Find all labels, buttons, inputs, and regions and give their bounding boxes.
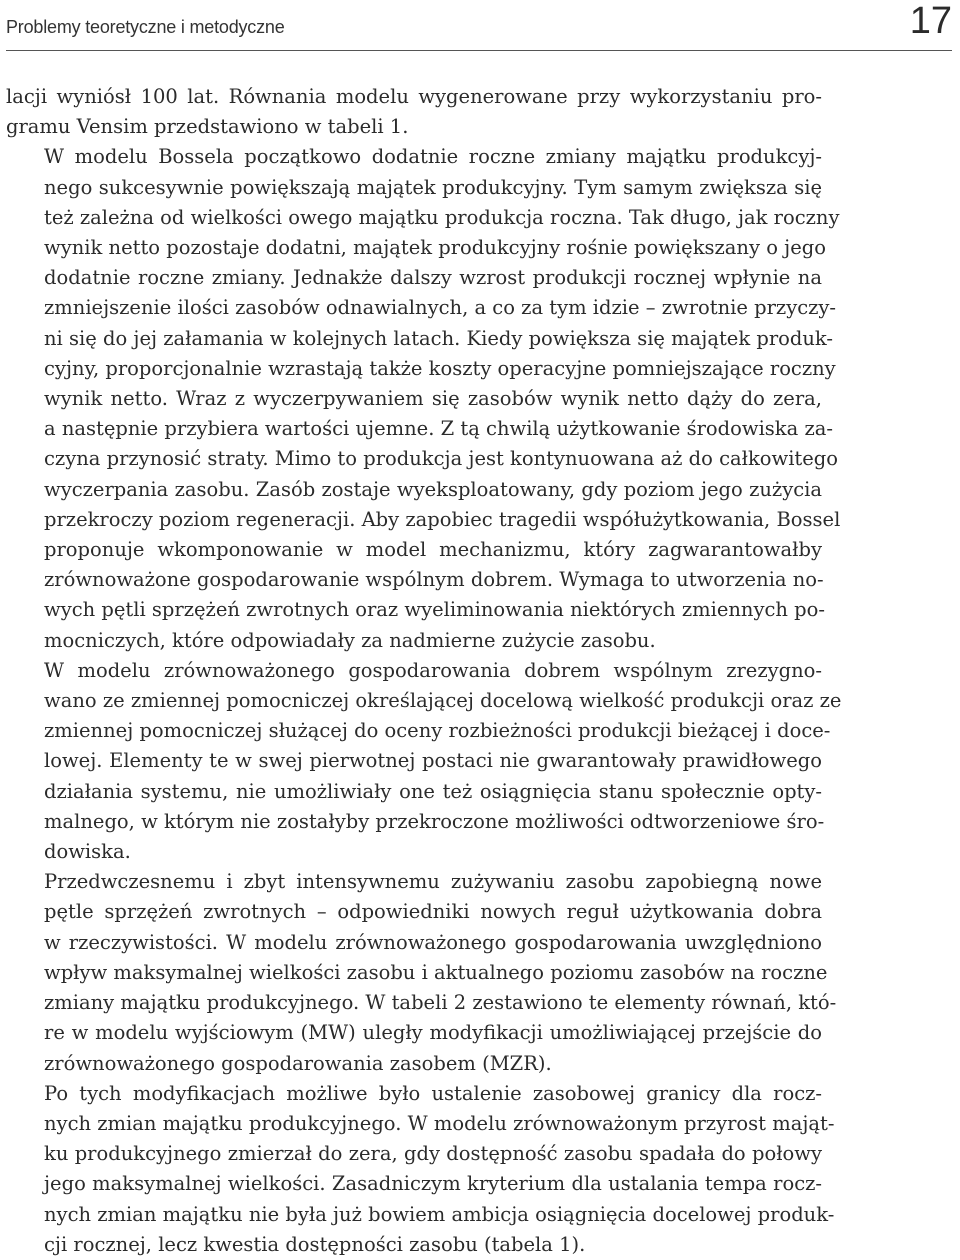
- page-number: 17: [909, 0, 952, 42]
- paragraph: [6, 142, 841, 655]
- text-line: ku produkcyjnego zmierzał do zera, gdy dostępność zasobu spadała do połowy: [44, 1142, 822, 1166]
- text-line: przekroczy poziom regeneracji. Aby zapobiec tragedii współużytkowania, Bossel: [44, 507, 841, 531]
- text-line: Przedwczesnemu i zbyt intensywnemu zużywaniu zasobu zapobiegną nowe: [44, 870, 822, 894]
- paragraph: [6, 867, 837, 1078]
- text-line: czyna przynosić straty. Mimo to produkcja jest kontynuowana aż do całkowitego: [44, 447, 839, 471]
- text-line: a następnie przybiera wartości ujemne. Z tą chwilą użytkowanie środowiska za-: [44, 417, 833, 441]
- text-line: dodatnie roczne zmiany. Jednakże dalszy wzrost produkcji rocznej wpłynie na: [44, 266, 822, 290]
- text-line: dowiska.: [44, 840, 131, 864]
- text-line: proponuje wkomponowanie w model mechanizmu, który zagwarantowałby: [44, 538, 822, 562]
- text-line: zmniejszenie ilości zasobów odnawialnych, a co za tym idzie – zwrotnie przyczy-: [44, 296, 837, 320]
- text-line: cji rocznej, lecz kwestia dostępności zasobu (tabela 1).: [44, 1232, 586, 1256]
- text-line: zmiennej pomocniczej służącej do oceny rozbieżności produkcji bieżącej i doce-: [44, 719, 831, 743]
- text-line: wynik netto pozostaje dodatni, majątek produkcyjny rośnie powiększany o jego: [44, 236, 826, 260]
- text-line: lacji wyniósł 100 lat. Równania modelu wygenerowane przy wykorzystaniu pro-: [6, 85, 822, 108]
- text-line: mocniczych, które odpowiadały za nadmierne zużycie zasobu.: [44, 628, 656, 652]
- text-line: malnego, w którym nie zostałyby przekroczone możliwości odtworzeniowe śro-: [44, 809, 825, 833]
- text-line: Po tych modyfikacjach możliwe było ustalenie zasobowej granicy dla rocz-: [44, 1081, 822, 1105]
- body-text: [6, 82, 842, 1260]
- text-line: lowej. Elementy te w swej pierwotnej postaci nie gwarantowały prawidłowego: [44, 749, 822, 773]
- text-line: wynik netto. Wraz z wyczerpywaniem się zasobów wynik netto dąży do zera,: [44, 387, 822, 411]
- text-line: wych pętli sprzężeń zwrotnych oraz wyeliminowania niektórych zmiennych po-: [44, 598, 825, 622]
- running-title: Problemy teoretyczne i metodyczne: [6, 17, 285, 37]
- text-line: cyjny, proporcjonalnie wzrastają także koszty operacyjne pomniejszające roczny: [44, 356, 836, 380]
- text-line: jego maksymalnej wielkości. Zasadniczym kryterium dla ustalania tempa rocz-: [44, 1172, 822, 1196]
- text-line: zrównoważonego gospodarowania zasobem (MZR).: [44, 1051, 552, 1075]
- text-line: wpływ maksymalnej wielkości zasobu i aktualnego poziomu zasobów na roczne: [44, 960, 828, 984]
- text-line: zmiany majątku produkcyjnego. W tabeli 2 zestawiono te elementy równań, któ-: [44, 991, 837, 1015]
- text-line: ni się do jej załamania w kolejnych latach. Kiedy powiększa się majątek produk-: [44, 326, 833, 350]
- text-line: wano ze zmiennej pomocniczej określającej docelową wielkość produkcji oraz ze: [44, 689, 842, 713]
- text-line: nych zmian majątku nie była już bowiem ambicja osiągnięcia docelowej produk-: [44, 1202, 835, 1226]
- text-line: w rzeczywistości. W modelu zrównoważonego gospodarowania uwzględniono: [44, 930, 822, 954]
- text-line: nych zmian majątku produkcyjnego. W modelu zrównoważonym przyrost mająt-: [44, 1111, 835, 1135]
- text-line: wyczerpania zasobu. Zasób zostaje wyeksploatowany, gdy poziom jego zużycia: [44, 477, 822, 501]
- page-header: [6, 0, 952, 51]
- paragraph: [6, 656, 842, 867]
- paragraph: [6, 82, 822, 142]
- text-line: też zależna od wielkości owego majątku produkcja roczna. Tak długo, jak roczny: [44, 205, 840, 229]
- text-line: W modelu Bossela początkowo dodatnie roczne zmiany majątku produkcyj-: [44, 145, 822, 169]
- text-line: re w modelu wyjściowym (MW) uległy modyfikacji umożliwiającej przejście do: [44, 1021, 822, 1045]
- text-line: pętle sprzężeń zwrotnych – odpowiedniki nowych reguł użytkowania dobra: [44, 900, 822, 924]
- text-line: W modelu zrównoważonego gospodarowania dobrem wspólnym zrezygno-: [44, 658, 822, 682]
- text-line: działania systemu, nie umożliwiały one też osiągnięcia stanu społecznie opty-: [44, 779, 822, 803]
- text-line: nego sukcesywnie powiększają majątek produkcyjny. Tym samym zwiększa się: [44, 175, 822, 199]
- paragraph: [6, 1079, 835, 1260]
- text-line: gramu Vensim przedstawiono w tabeli 1.: [6, 115, 409, 139]
- text-line: zrównoważone gospodarowanie wspólnym dobrem. Wymaga to utworzenia no-: [44, 568, 824, 592]
